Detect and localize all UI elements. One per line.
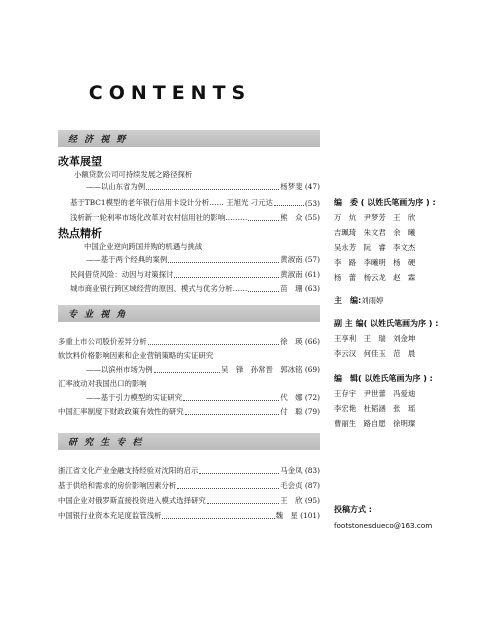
editorial-member-row: 李 路 李曦明 杨 硬 [334,258,416,267]
page-title: CONTENTS [88,82,252,104]
toc-entry[interactable]: 中国企业逆向跨国并购的机遇与挑战 [84,242,203,251]
toc-entry[interactable]: 中国汇率制度下财政政策有效性的研究 付 聪 (79) [58,407,320,416]
toc-entry[interactable]: 小额贷款公司可持续发展之路径探析 [74,170,193,179]
editorial-member-row: 吉珮琦 朱文君 余 曦 [334,228,416,237]
subsection-title: 热点精析 [58,227,102,240]
toc-entry[interactable]: ——基于引力模型的实证研究 代 娜 (72) [86,393,320,402]
toc-entry[interactable]: 浅析新一轮利率市场化改革对农村信用社的影响……… 熊 众 (55) [70,213,320,222]
toc-entry[interactable]: 多重上市公司股价差异分析 徐 瑛 (66) [58,337,320,346]
editorial-member-row: 杨 蕾 杨云龙 赵 霖 [334,273,416,282]
contact-label: 投稿方式 : [334,505,372,514]
toc-entry[interactable]: 汇率波动对我国出口的影响 [58,379,147,388]
section-header-graduate-column [58,433,320,450]
subsection-title: 改革展望 [58,155,102,168]
deputy-editor-label: 副 主 编( 以姓氏笔画为序 ) : [334,319,439,328]
toc-entry[interactable]: 浙江省文化产业金融支持经验对沈阳的启示 马金凤 (83) [58,466,320,475]
editorial-member-row: 万 炕 尹梦芳 王 欣 [334,213,416,222]
editor-label: 编 辑( 以姓氏笔画为序 ) : [334,374,433,383]
toc-entry[interactable]: ——以山东省为例 杨梦斐 (47) [86,182,320,191]
editor-member-row: 王存宇 尹世蕾 冯爱迪 [334,389,416,398]
editor-member-row: 李宏艳 杜韬涵 张 瑶 [334,404,416,413]
toc-entry[interactable]: 基于供给和需求的房价影响因素分析 毛会贞 (87) [58,481,320,490]
editorial-member-row: 吴永芳 阮 睿 李文杰 [334,243,416,252]
toc-entry[interactable]: 中国企业对俄罗斯直接投资进入模式选择研究 王 欣 (95) [58,496,320,505]
chief-editor-name: 刘雨婷 [361,296,384,305]
chief-editor-label: 主 编:刘雨婷 [334,296,384,305]
editorial-board-label: 编 委 ( 以姓氏笔画为序 ) : [334,198,436,207]
toc-entry[interactable]: 中国银行业资本充足度监管浅析 魏 星 (101) [58,511,320,520]
toc-entry[interactable]: ——基于两个经典的案例 黄淑南 (57) [86,255,320,264]
section-title: 研 究 生 专 栏 [68,438,144,448]
deputy-member-row: 王享利 王 瑞 刘金坤 [334,334,416,343]
section-title: 专 业 视 角 [68,310,128,320]
section-title: 经 济 视 野 [68,135,128,145]
toc-entry[interactable]: 民间借贷风险：动因与对策探讨 黄淑南 (61) [70,270,320,279]
deputy-member-row: 李云汉 何佳玉 范 晨 [334,349,416,358]
section-header-economic-vision [58,130,320,147]
toc-entry[interactable]: 基于TBC1模型的老年银行信用卡设计分析…… 王旭光 刁元达 (53) [70,198,320,208]
toc-entry[interactable]: ——以滨州市场为例 吴 锋 孙常晋 郭冰铭 (69) [86,365,320,374]
toc-entry[interactable]: 城市商业银行跨区域经营的原因、模式与优劣分析…… 苗 珊 (63) [70,284,320,293]
contact-email[interactable]: footstonesdueco@163.com [334,521,433,530]
section-header-professional-view [58,305,320,322]
editor-member-row: 曹丽生 路自愿 徐明璨 [334,419,416,428]
toc-entry[interactable]: 软饮料价格影响因素和企业营销策略的实证研究 [58,351,214,360]
